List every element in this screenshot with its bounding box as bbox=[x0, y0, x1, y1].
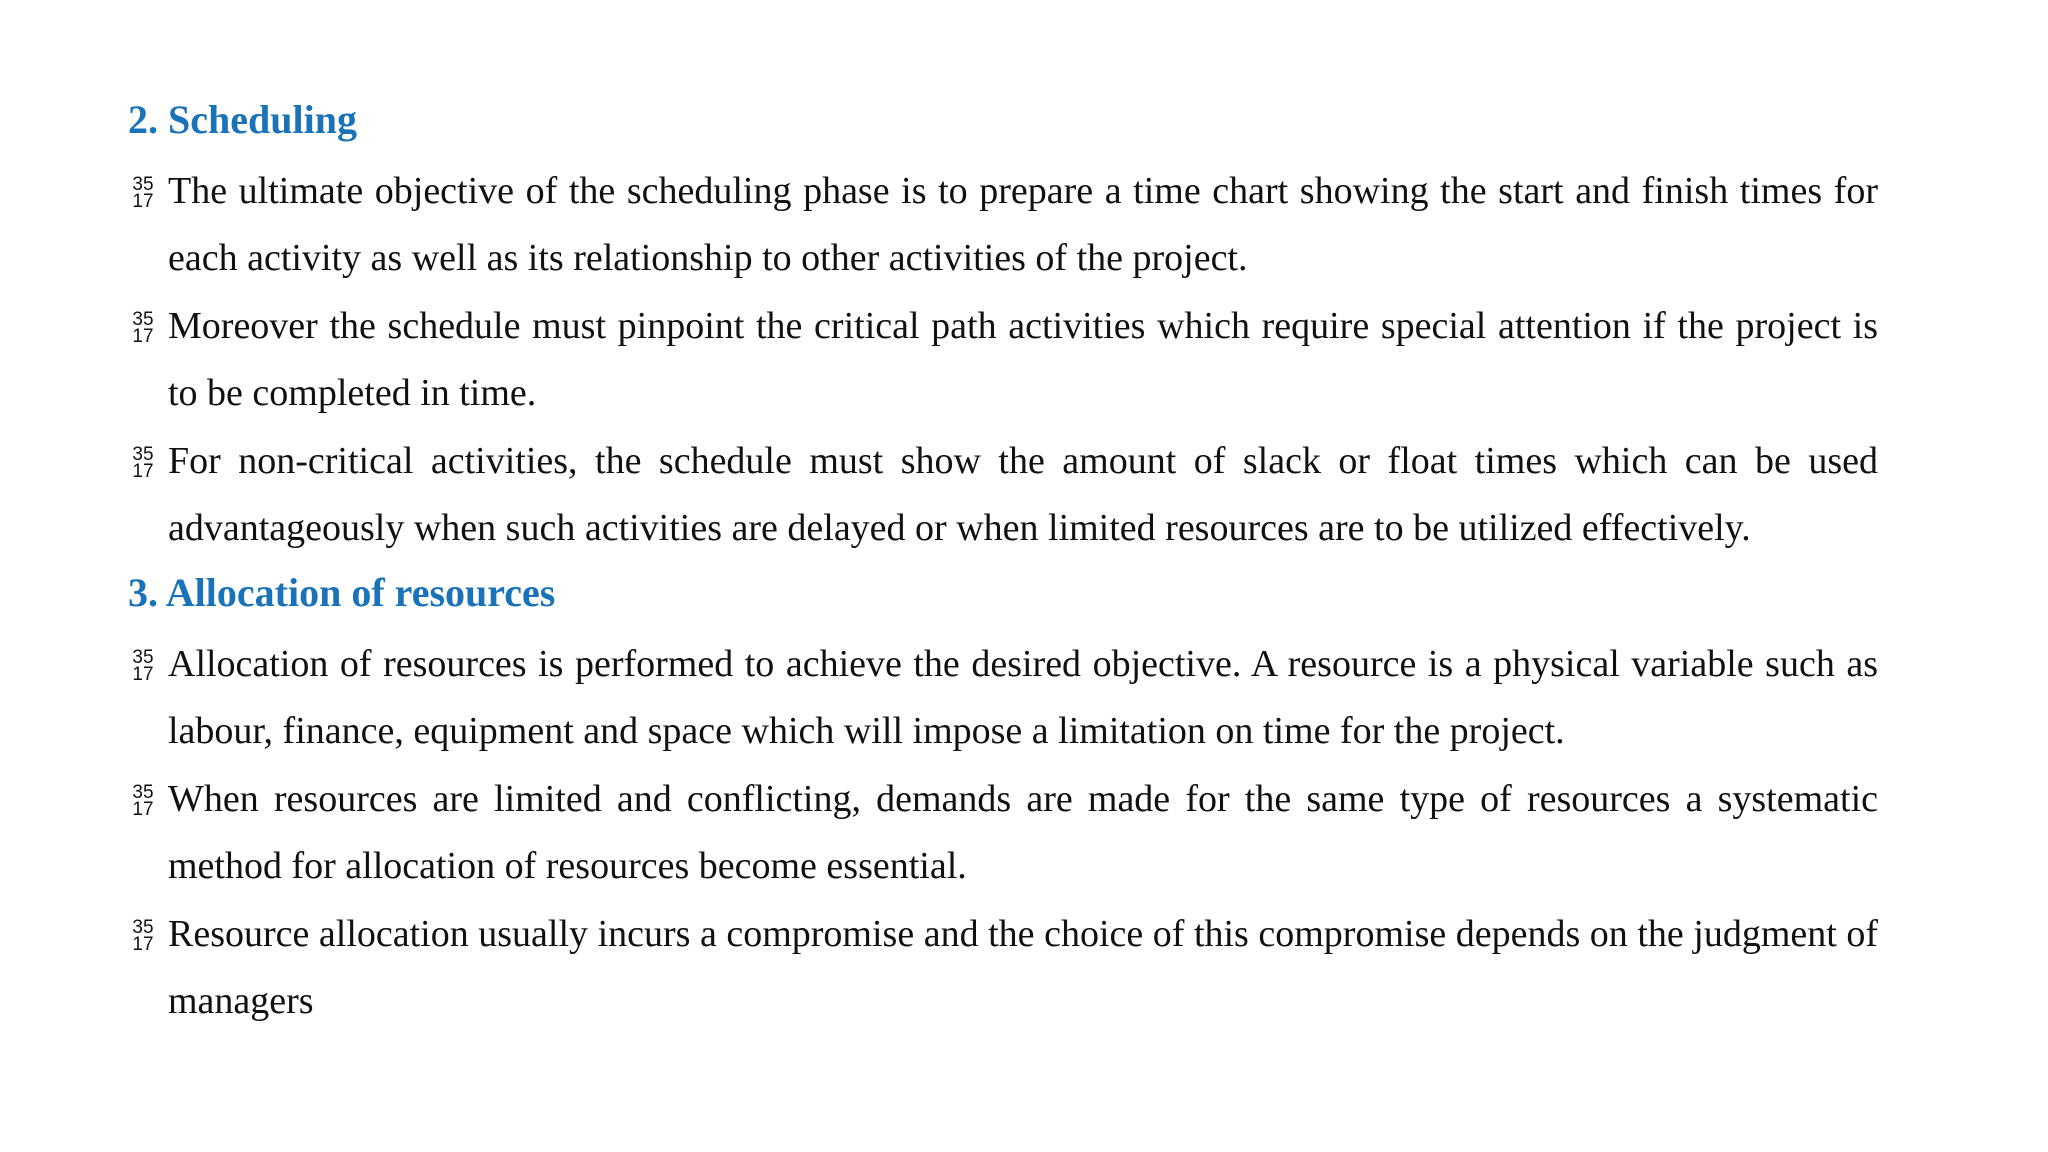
bullet-marker-icon bbox=[130, 311, 156, 345]
bullet-text: For non-critical activities, the schedule must show the amount of slack or float times which can be used advantageously when such activities are delayed or when limited resources are to be utilized effectively. bbox=[168, 440, 1878, 549]
marker-bottom: 17 bbox=[132, 799, 154, 820]
marker-top: 35 bbox=[132, 174, 154, 195]
bullet-item bbox=[128, 766, 1878, 900]
bullet-text: Moreover the schedule must pinpoint the critical path activities which require special attention if the project is to be completed in time. bbox=[168, 305, 1878, 414]
marker-top: 35 bbox=[132, 444, 154, 465]
bullet-text: Resource allocation usually incurs a compromise and the choice of this compromise depends on the judgment of managers bbox=[168, 913, 1878, 1022]
bullet-text: Allocation of resources is performed to achieve the desired objective. A resource is a physical variable such as labour, finance, equipment and space which will impose a limitation on time for the project. bbox=[168, 643, 1878, 752]
marker-bottom: 17 bbox=[132, 664, 154, 685]
slide-content bbox=[128, 90, 1878, 1036]
bullet-marker-icon bbox=[130, 784, 156, 818]
bullet-item bbox=[128, 901, 1878, 1035]
bullet-marker-icon bbox=[130, 176, 156, 210]
marker-bottom: 17 bbox=[132, 191, 154, 212]
marker-top: 35 bbox=[132, 309, 154, 330]
bullet-item bbox=[128, 158, 1878, 292]
marker-bottom: 17 bbox=[132, 461, 154, 482]
section-heading-scheduling: 2. Scheduling bbox=[128, 97, 357, 142]
bullet-item bbox=[128, 631, 1878, 765]
bullet-item bbox=[128, 428, 1878, 562]
section-heading-allocation: 3. Allocation of resources bbox=[128, 570, 556, 615]
marker-bottom: 17 bbox=[132, 934, 154, 955]
marker-top: 35 bbox=[132, 782, 154, 803]
bullet-marker-icon bbox=[130, 919, 156, 953]
bullet-text: The ultimate objective of the scheduling phase is to prepare a time chart showing the start and finish times for each activity as well as its relationship to other activities of the project. bbox=[168, 170, 1878, 279]
bullet-text: When resources are limited and conflicting, demands are made for the same type of resources a systematic method for allocation of resources become essential. bbox=[168, 778, 1878, 887]
bullet-marker-icon bbox=[130, 649, 156, 683]
marker-top: 35 bbox=[132, 647, 154, 668]
marker-bottom: 17 bbox=[132, 326, 154, 347]
marker-top: 35 bbox=[132, 917, 154, 938]
bullet-item bbox=[128, 293, 1878, 427]
bullet-marker-icon bbox=[130, 446, 156, 480]
